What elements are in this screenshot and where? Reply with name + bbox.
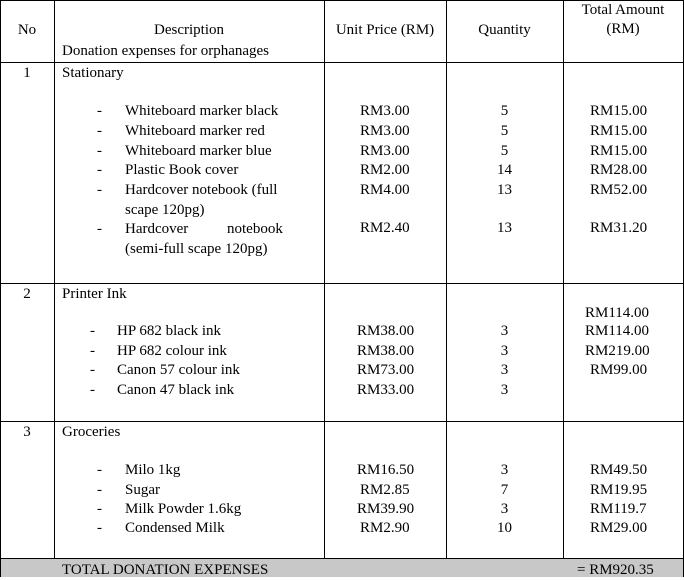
row-bullet: - — [97, 123, 102, 139]
item-total: RM31.20 — [590, 220, 648, 236]
section-number: 1 — [23, 65, 31, 81]
item-total: RM28.00 — [590, 162, 648, 178]
item-name: Canon 47 black ink — [117, 382, 235, 398]
item-name: Condensed Milk — [125, 520, 225, 536]
item-qty: 5 — [500, 123, 509, 139]
section-divider-2 — [0, 421, 684, 422]
section-title: Groceries — [62, 424, 121, 440]
item-total: RM29.00 — [590, 520, 648, 536]
section-divider-1 — [0, 283, 684, 284]
item-name: HP 682 black ink — [117, 323, 222, 339]
header-description: Description — [154, 22, 224, 38]
item-qty: 13 — [497, 182, 512, 198]
row-bullet: - — [90, 323, 95, 339]
header-unit-price: Unit Price (RM) — [335, 22, 435, 38]
item-price: RM2.40 — [360, 220, 410, 236]
item-price: RM3.00 — [360, 123, 410, 139]
item-total: RM19.95 — [590, 482, 648, 498]
item-total: RM49.50 — [590, 462, 648, 478]
item-price: RM16.50 — [357, 462, 415, 478]
item-total: RM119.7 — [590, 501, 647, 517]
header-quantity: Quantity — [478, 22, 531, 38]
item-price: RM4.00 — [360, 182, 410, 198]
item-qty: 3 — [500, 462, 509, 478]
item-qty: 5 — [500, 103, 509, 119]
item-name: Whiteboard marker blue — [125, 143, 272, 159]
item-name: Milk Powder 1.6kg — [125, 501, 242, 517]
item-price: RM3.00 — [360, 143, 410, 159]
header-no: No — [17, 22, 37, 38]
col-border-no — [54, 0, 55, 558]
item-qty: 5 — [500, 143, 509, 159]
item-name: Whiteboard marker red — [125, 123, 265, 139]
item-total: RM15.00 — [590, 143, 648, 159]
item-qty: 3 — [500, 362, 509, 378]
header-divider — [0, 62, 684, 63]
item-qty: 3 — [500, 382, 509, 398]
header-total-amount-unit: (RM) — [606, 21, 640, 37]
section-number: 2 — [23, 286, 31, 302]
item-name: HP 682 colour ink — [117, 343, 227, 359]
row-bullet: - — [97, 182, 102, 198]
item-name-continued: scape 120pg) — [125, 202, 205, 218]
item-total: RM15.00 — [590, 123, 648, 139]
row-bullet: - — [97, 103, 102, 119]
item-total: RM219.00 — [585, 343, 650, 359]
row-bullet: - — [97, 221, 102, 237]
row-bullet: - — [97, 520, 102, 536]
item-name: Whiteboard marker black — [125, 103, 279, 119]
item-total: RM99.00 — [590, 362, 648, 378]
item-qty: 13 — [497, 220, 512, 236]
item-name: Hardcover notebook (full — [125, 182, 278, 198]
col-border-desc — [324, 0, 325, 558]
item-qty: 14 — [497, 162, 512, 178]
item-qty: 3 — [500, 501, 509, 517]
item-name: Canon 57 colour ink — [117, 362, 240, 378]
item-price: RM38.00 — [357, 323, 415, 339]
row-bullet: - — [90, 343, 95, 359]
item-qty: 10 — [497, 520, 512, 536]
item-price: RM39.90 — [357, 501, 415, 517]
footer-divider — [0, 558, 684, 559]
footer-total-label: TOTAL DONATION EXPENSES — [62, 562, 269, 578]
row-bullet: - — [97, 482, 102, 498]
section-extra-total: RM114.00 — [585, 305, 650, 321]
item-name: Milo 1kg — [125, 462, 181, 478]
item-price: RM38.00 — [357, 343, 415, 359]
item-name-part-a: Hardcover — [125, 221, 189, 237]
item-price: RM33.00 — [357, 382, 415, 398]
footer-total-value: = RM920.35 — [577, 562, 654, 578]
item-name: Plastic Book cover — [125, 162, 239, 178]
row-bullet: - — [97, 501, 102, 517]
row-bullet: - — [90, 362, 95, 378]
item-price: RM2.85 — [360, 482, 410, 498]
section-number: 3 — [23, 424, 31, 440]
item-total: RM114.00 — [585, 323, 650, 339]
row-bullet: - — [97, 462, 102, 478]
item-name-part-b: notebook — [227, 221, 283, 237]
item-qty: 7 — [500, 482, 509, 498]
item-qty: 3 — [500, 323, 509, 339]
item-price: RM73.00 — [357, 362, 415, 378]
header-total-amount: Total Amount — [581, 2, 665, 18]
item-price: RM2.00 — [360, 162, 410, 178]
item-total: RM15.00 — [590, 103, 648, 119]
item-name-continued: (semi-full scape 120pg) — [125, 241, 268, 257]
item-qty: 3 — [500, 343, 509, 359]
section-title: Stationary — [62, 65, 124, 81]
section-title: Printer Ink — [62, 286, 127, 302]
item-price: RM2.90 — [360, 520, 410, 536]
header-description-sub: Donation expenses for orphanages — [62, 43, 270, 59]
row-bullet: - — [97, 162, 102, 178]
col-border-qty — [563, 0, 564, 558]
item-name: Sugar — [125, 482, 160, 498]
row-bullet: - — [90, 382, 95, 398]
item-price: RM3.00 — [360, 103, 410, 119]
item-total: RM52.00 — [590, 182, 648, 198]
row-bullet: - — [97, 143, 102, 159]
